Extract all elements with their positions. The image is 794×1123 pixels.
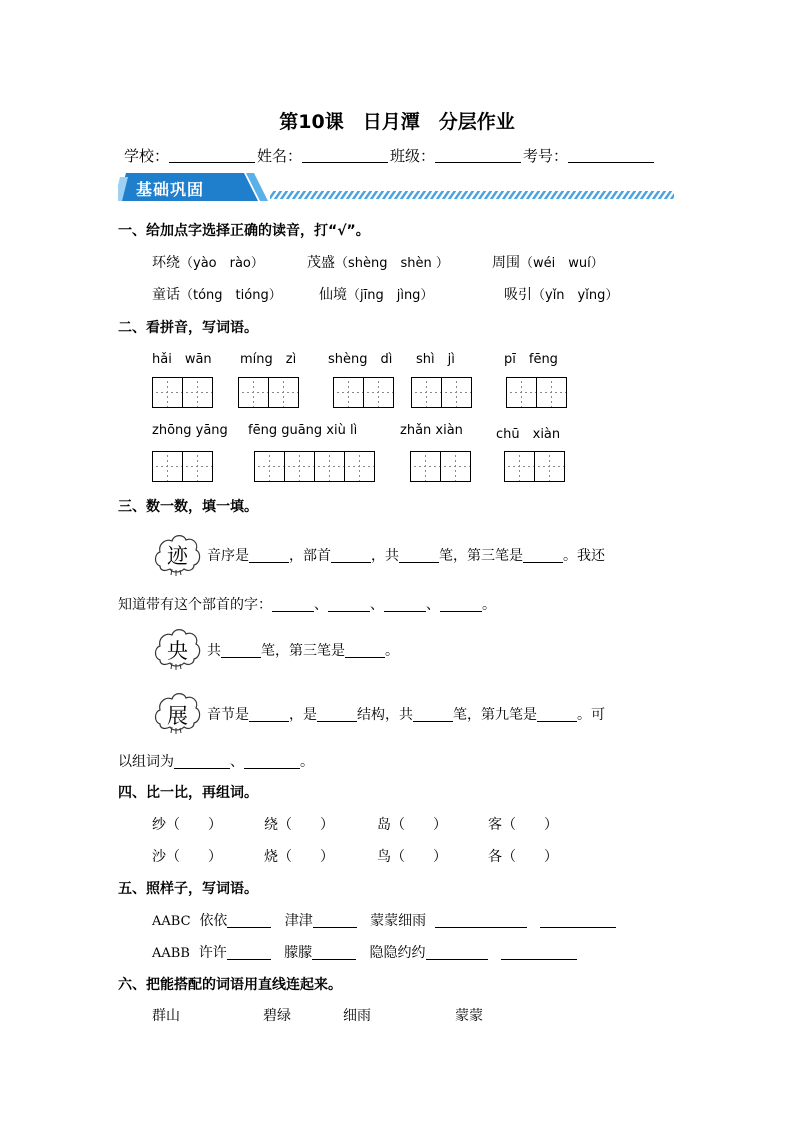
answer-blank[interactable] [413, 707, 453, 722]
class-blank[interactable] [435, 147, 521, 163]
compare-item: 各（ ） [488, 849, 558, 865]
compare-item: 岛（ ） [377, 817, 447, 833]
q3-line3: 共 笔，第三笔是 。 [207, 643, 399, 659]
writing-grid-cell[interactable] [333, 377, 364, 408]
pinyin-label: zhōng yāng [152, 423, 228, 438]
writing-grid-cell[interactable] [152, 451, 183, 482]
q5-row2: AABB 许许 朦朦 隐隐约约 [152, 942, 577, 962]
q3-heading: 三、数一数，填一填。 [118, 499, 258, 515]
char-ji: 迹 [167, 544, 188, 568]
q1-item: 环绕（yào rào） [152, 255, 264, 271]
writing-grid-cell[interactable] [238, 377, 269, 408]
compare-item: 客（ ） [488, 817, 558, 833]
q6-heading: 六、把能搭配的词语用直线连起来。 [118, 977, 342, 993]
writing-grid-cell[interactable] [506, 377, 537, 408]
pinyin-label: hǎi wān [152, 352, 212, 367]
writing-grid-cell[interactable] [152, 377, 183, 408]
answer-blank[interactable] [440, 597, 482, 612]
writing-grid-cell[interactable] [284, 451, 315, 482]
school-blank[interactable] [169, 147, 255, 163]
q3-line4: 音节是 ，是 结构，共 笔，第九笔是 。可 [207, 707, 605, 723]
q3-line1: 音序是 ，部首 ，共 笔，第三笔是 。我还 [207, 548, 605, 564]
name-blank[interactable] [302, 147, 388, 163]
q1-item: 周围（wéi wuí） [492, 255, 604, 271]
writing-grid-cell[interactable] [182, 451, 213, 482]
compare-item: 绕（ ） [264, 817, 334, 833]
answer-blank[interactable] [221, 643, 261, 658]
answer-blank[interactable] [227, 945, 271, 960]
writing-grid-cell[interactable] [268, 377, 299, 408]
q1-item: 吸引（yǐn yǐng） [504, 287, 619, 303]
answer-blank[interactable] [537, 707, 577, 722]
writing-grid-cell[interactable] [504, 451, 535, 482]
writing-grid-cell[interactable] [344, 451, 375, 482]
match-word[interactable]: 碧绿 [263, 1008, 291, 1024]
answer-blank[interactable] [435, 913, 527, 928]
writing-grid-cell[interactable] [363, 377, 394, 408]
compare-item: 沙（ ） [152, 849, 222, 865]
compare-item: 纱（ ） [152, 817, 222, 833]
writing-grid-cell[interactable] [314, 451, 345, 482]
section-banner [118, 173, 678, 203]
answer-blank[interactable] [244, 754, 300, 769]
q1-item: 仙境（jīng jìng） [319, 287, 434, 303]
q1-heading: 一、给加点字选择正确的读音，打“√”。 [118, 223, 370, 239]
pinyin-label: shì jì [416, 352, 455, 367]
pinyin-label: míng zì [240, 352, 297, 367]
pinyin-label: chū xiàn [496, 427, 561, 442]
char-yang: 央 [167, 639, 188, 663]
answer-blank[interactable] [313, 913, 357, 928]
q4-heading: 四、比一比，再组词。 [118, 785, 258, 801]
answer-blank[interactable] [174, 754, 230, 769]
q4-row1 [152, 814, 558, 834]
writing-grid-cell[interactable] [254, 451, 285, 482]
page-title: 第10课 日月潭 分层作业 [279, 111, 515, 133]
q1-item: 童话（tóng tióng） [152, 287, 282, 303]
answer-blank[interactable] [399, 548, 439, 563]
student-info [124, 145, 656, 166]
pinyin-label: zhǎn xiàn [400, 423, 463, 438]
q1-row2 [152, 284, 618, 304]
q1-row1 [152, 252, 604, 272]
match-word[interactable]: 蒙蒙 [455, 1008, 483, 1024]
answer-blank[interactable] [249, 548, 289, 563]
compare-item: 鸟（ ） [377, 849, 447, 865]
char-zhan: 展 [167, 704, 188, 728]
writing-grid-cell[interactable] [534, 451, 565, 482]
q5-row1: AABC 依依 津津 蒙蒙细雨 [152, 910, 616, 930]
answer-blank[interactable] [272, 597, 314, 612]
answer-blank[interactable] [312, 945, 356, 960]
writing-grid-cell[interactable] [536, 377, 567, 408]
answer-blank[interactable] [540, 913, 616, 928]
writing-grid-cell[interactable] [440, 451, 471, 482]
answer-blank[interactable] [328, 597, 370, 612]
answer-blank[interactable] [317, 707, 357, 722]
answer-blank[interactable] [501, 945, 577, 960]
writing-grid-cell[interactable] [410, 451, 441, 482]
class-label: 班级： [390, 147, 436, 165]
q5-heading: 五、照样子，写词语。 [118, 881, 258, 897]
q2-heading: 二、看拼音，写词语。 [118, 320, 258, 336]
answer-blank[interactable] [384, 597, 426, 612]
writing-grid-cell[interactable] [441, 377, 472, 408]
answer-blank[interactable] [227, 913, 271, 928]
name-label: 姓名： [257, 147, 303, 165]
answer-blank[interactable] [523, 548, 563, 563]
answer-blank[interactable] [345, 643, 385, 658]
q1-item: 茂盛（shèng shèn ） [307, 255, 449, 271]
match-word[interactable]: 细雨 [343, 1008, 371, 1024]
answer-blank[interactable] [426, 945, 488, 960]
pinyin-label: pī fēng [504, 352, 558, 367]
writing-grid-cell[interactable] [182, 377, 213, 408]
pinyin-label: fēng guāng xiù lì [248, 423, 358, 438]
answer-blank[interactable] [331, 548, 371, 563]
q6-row [152, 1005, 483, 1025]
q3-line5: 以组词为 、 。 [118, 754, 314, 770]
writing-grid-cell[interactable] [411, 377, 442, 408]
match-word[interactable]: 群山 [152, 1008, 180, 1024]
q4-row2 [152, 846, 558, 866]
exam-no-label: 考号： [523, 147, 569, 165]
exam-no-blank[interactable] [568, 147, 654, 163]
compare-item: 烧（ ） [264, 849, 334, 865]
banner-label: 基础巩固 [136, 180, 205, 199]
pinyin-label: shèng dì [328, 352, 393, 367]
q3-line2: 知道带有这个部首的字： 、 、 、 。 [118, 597, 496, 613]
answer-blank[interactable] [249, 707, 289, 722]
school-label: 学校： [124, 147, 170, 165]
